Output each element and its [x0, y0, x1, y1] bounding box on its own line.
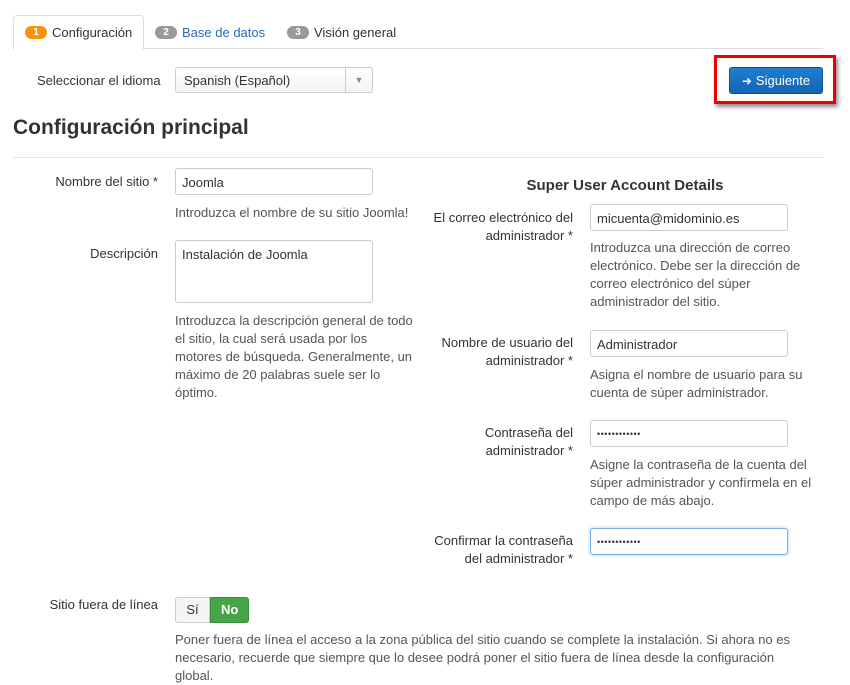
next-button[interactable] — [729, 67, 823, 94]
admin-username-help: Asigna el nombre de usuario para su cuenta de súper administrador. — [590, 367, 803, 400]
site-offline-help: Poner fuera de línea el acceso a la zona pública del sitio cuando se complete la instalación. Si ahora no es necesario, recuerde que siempre que lo desee podrá poner el sitio fuera de línea desde la configuración global. — [175, 632, 790, 683]
site-name-help: Introduzca el nombre de su sitio Joomla! — [175, 205, 409, 220]
step-badge-2: 2 — [155, 26, 177, 39]
offline-yes-option[interactable]: Sí — [175, 597, 210, 623]
confirm-password-input[interactable]: •••••••••••• — [590, 528, 788, 555]
admin-username-input[interactable]: Administrador — [590, 330, 788, 357]
tab-database-label: Base de datos — [182, 24, 266, 40]
divider — [13, 157, 823, 158]
language-select[interactable] — [175, 67, 373, 93]
site-offline-label: Sitio fuera de línea — [49, 597, 158, 612]
site-offline-toggle[interactable] — [175, 597, 249, 623]
tab-overview-label: Visión general — [314, 24, 397, 40]
language-select-value: Spanish (Español) — [184, 73, 291, 88]
admin-password-help: Asigne la contraseña de la cuenta del súper administrador y confírmela en el campo de más abajo. — [590, 457, 812, 508]
installer-tabs — [0, 0, 850, 50]
step-badge-1: 1 — [25, 26, 47, 39]
tab-configuration-label: Configuración — [52, 25, 133, 40]
admin-email-input[interactable]: micuenta@midominio.es — [590, 204, 788, 231]
admin-email-help: Introduzca una dirección de correo electrónico. Debe ser la dirección de correo electrónico del súper administrador del sitio. — [590, 240, 801, 309]
admin-username-label: Nombre de usuario del administrador * — [441, 335, 573, 368]
next-button-label: Siguiente — [755, 73, 811, 88]
admin-password-label: Contraseña del administrador * — [484, 425, 573, 458]
description-help: Introduzca la descripción general de todo el sitio, la cual será usada por los motores de búsqueda. Generalmente, un máximo de 20 palabras suele ser lo óptimo. — [175, 313, 413, 400]
arrow-right-icon: ➜ — [741, 73, 752, 88]
site-name-input[interactable]: Joomla — [175, 168, 373, 195]
description-textarea[interactable]: Instalación de Joomla — [175, 240, 373, 303]
admin-email-label: El correo electrónico del administrador * — [433, 210, 573, 243]
chevron-down-icon: ▼ — [345, 68, 372, 92]
site-name-label: Nombre del sitio * — [55, 174, 158, 189]
tab-overview[interactable] — [276, 15, 407, 49]
confirm-password-label: Confirmar la contraseña del administrador * — [434, 533, 573, 566]
description-label: Descripción — [90, 246, 158, 261]
language-label: Seleccionar el idioma — [37, 73, 161, 88]
super-user-heading: Super User Account Details — [526, 177, 724, 194]
tab-configuration[interactable] — [13, 15, 144, 50]
page-title: Configuración principal — [13, 116, 249, 139]
admin-password-input[interactable]: •••••••••••• — [590, 420, 788, 447]
offline-no-option[interactable]: No — [210, 597, 249, 623]
step-badge-3: 3 — [287, 26, 309, 39]
tab-database[interactable] — [144, 15, 276, 49]
